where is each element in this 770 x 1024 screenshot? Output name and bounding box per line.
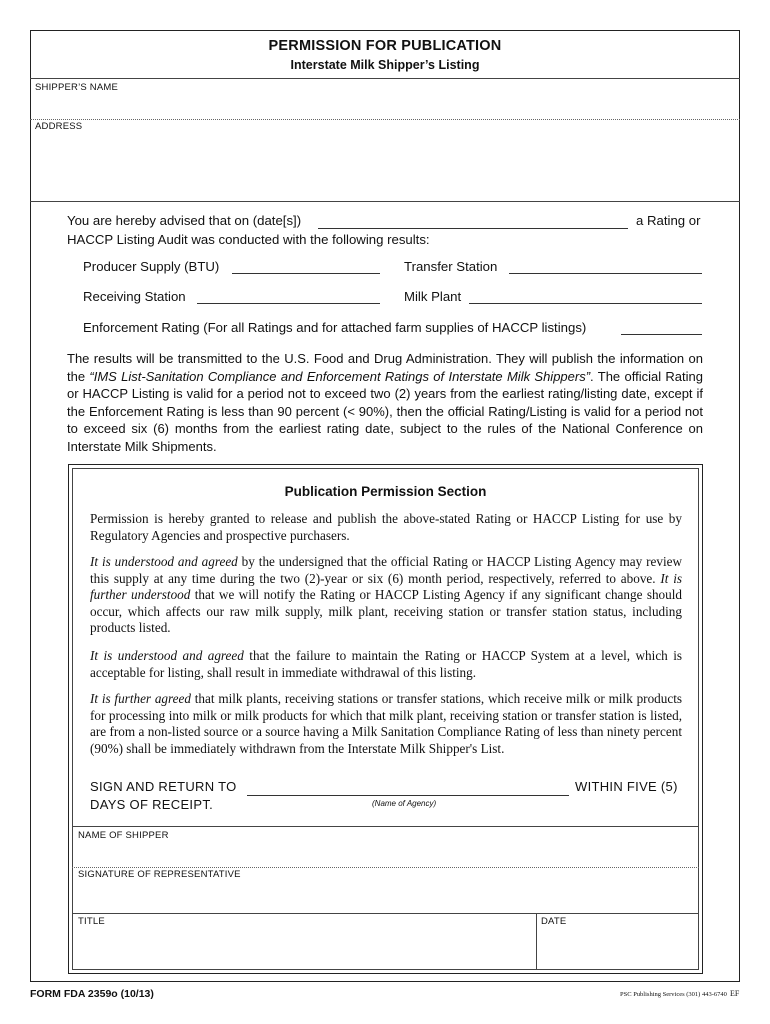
shippers-name-field[interactable]: [30, 94, 740, 118]
permission-p1: Permission is hereby granted to release and publish the above-stated Rating or HACCP Listing for use by Regulatory Agencies and prospective purchasers.: [90, 511, 682, 543]
producer-supply-label: Producer Supply (BTU): [83, 259, 220, 274]
results-text-italic: “IMS List-Sanitation Compliance and Enforcement Ratings of Interstate Milk Shippers”: [89, 368, 591, 384]
p3-italic: It is understood and agreed: [90, 648, 244, 663]
permission-section-title: Publication Permission Section: [284, 484, 487, 499]
title-label: TITLE: [78, 916, 105, 927]
name-of-shipper-label: NAME OF SHIPPER: [78, 830, 169, 841]
p2-text-1: by the undersigned that the official Rating or HACCP Listing Agency may review this supply at any time during the two (2)-year or six (6) month period, respectively, referred to above.: [90, 554, 682, 586]
permission-p4: [90, 691, 682, 757]
receiving-station-label: Receiving Station: [83, 289, 186, 304]
agency-name-field[interactable]: [247, 795, 569, 796]
enforcement-rating-field[interactable]: [621, 334, 702, 335]
publisher-credit: PSC Publishing Services (301) 443-6740: [620, 991, 727, 998]
name-of-shipper-field[interactable]: [72, 842, 699, 866]
receiving-station-field[interactable]: [197, 303, 380, 304]
divider: [30, 78, 740, 79]
form-number: FORM FDA 2359o (10/13): [30, 988, 154, 1000]
results-text-2: . The official Rating or HACCP Listing is valid for a period not to exceed two (2) years from the earliest rating/listing date, except if the Enforcement Rating is less than 90 percent (< 90%), then the official Rating/Listing is valid for a period not to exceed six (6) months from the earliest rating date, subject to the rules of the National Conference on Interstate Milk Shipments.: [67, 368, 703, 454]
milk-plant-field[interactable]: [469, 303, 702, 304]
audit-intro-text: You are hereby advised that on (date[s]): [67, 213, 302, 228]
address-field[interactable]: [30, 134, 740, 200]
p4-text: that milk plants, receiving stations or transfer stations, which receive milk or milk products for processing into milk or milk products for which that milk plant, receiving station or transfer station is listed, are from a non-listed source or a source having a Milk Sanitation Compliance Rating of less than ninety percent (90%) shall be immediately withdrawn from the Interstate Milk Shipper's List.: [90, 691, 682, 756]
within-five-label: WITHIN FIVE (5): [575, 779, 678, 794]
p2-italic-1: It is understood and agreed: [90, 554, 238, 569]
permission-p2: [90, 554, 682, 637]
transfer-station-field[interactable]: [509, 273, 702, 274]
p2-italic-2: It is further understood: [90, 570, 683, 602]
form-subtitle: Interstate Milk Shipper’s Listing: [290, 58, 480, 72]
audit-date-field[interactable]: [318, 228, 628, 229]
date-field[interactable]: [537, 928, 699, 968]
transfer-station-label: Transfer Station: [404, 259, 498, 274]
p2-text-2: that we will notify the Rating or HACCP Listing Agency if any significant change should occur, which affects our raw milk supply, milk plant, receiving station or transfer station status, including products listed.: [90, 587, 682, 635]
audit-intro-text-end: a Rating or: [636, 213, 701, 228]
permission-p3: [90, 648, 682, 681]
producer-supply-field[interactable]: [232, 273, 380, 274]
shippers-name-label: SHIPPER’S NAME: [35, 82, 119, 93]
divider: [72, 913, 699, 914]
milk-plant-label: Milk Plant: [404, 289, 462, 304]
sign-and-return-label: SIGN AND RETURN TO: [90, 779, 237, 794]
p4-italic: It is further agreed: [90, 691, 191, 706]
ef-mark: EF: [730, 989, 740, 998]
signature-field[interactable]: [72, 882, 699, 912]
p3-text: that the failure to maintain the Rating or HACCP System at a level, which is acceptable for listing, shall result in immediate withdrawal of this listing.: [90, 648, 682, 680]
title-field[interactable]: [72, 928, 536, 968]
date-label: DATE: [541, 916, 567, 927]
name-of-agency-caption: (Name of Agency): [372, 799, 437, 808]
audit-intro-line2: HACCP Listing Audit was conducted with the following results:: [67, 232, 430, 247]
address-label: ADDRESS: [35, 121, 83, 132]
results-paragraph: [67, 350, 703, 455]
signature-label: SIGNATURE OF REPRESENTATIVE: [78, 869, 241, 880]
enforcement-rating-label: Enforcement Rating (For all Ratings and for attached farm supplies of HACCP listings): [83, 320, 587, 335]
divider: [72, 826, 699, 827]
results-text-1: The results will be transmitted to the U.S. Food and Drug Administration. They will publish the information on the: [67, 351, 703, 384]
days-of-receipt-label: DAYS OF RECEIPT.: [90, 797, 214, 812]
divider: [72, 867, 699, 868]
divider: [30, 119, 740, 120]
divider: [30, 201, 740, 202]
form-title: PERMISSION FOR PUBLICATION: [268, 38, 502, 54]
